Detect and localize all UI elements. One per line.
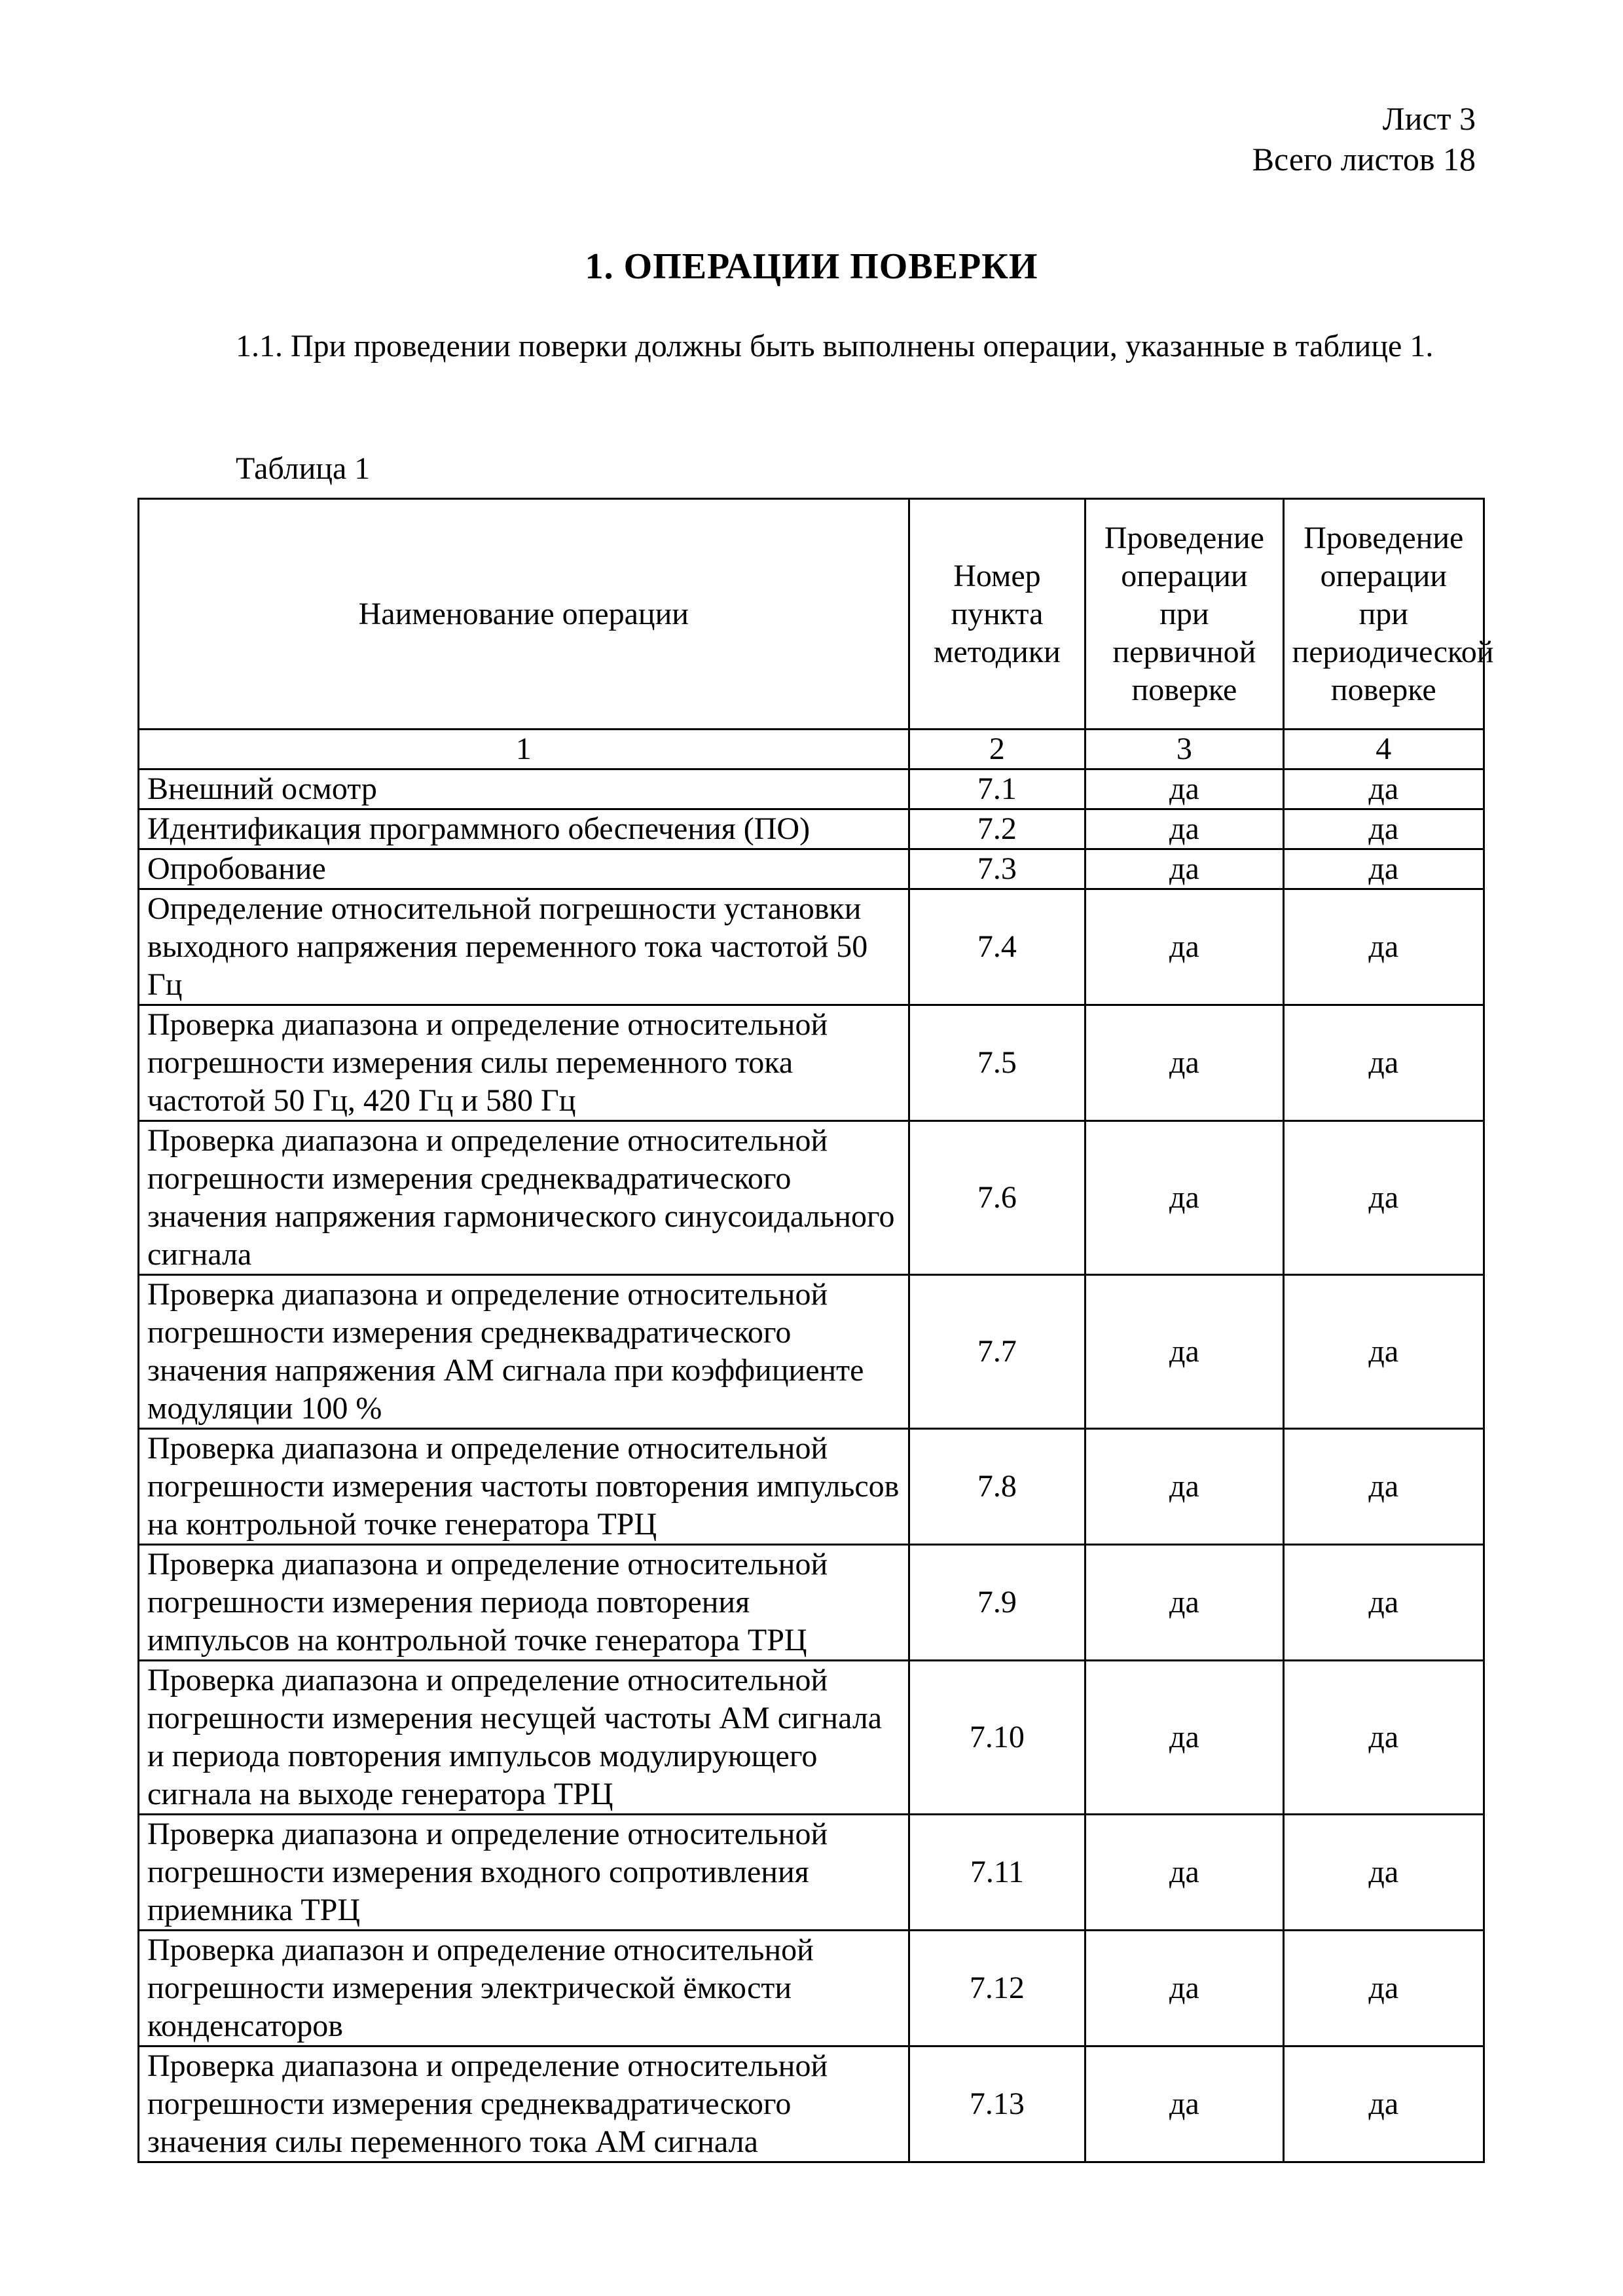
item-number: 7.9 (909, 1545, 1085, 1661)
sheet-number: Лист 3 (1382, 100, 1476, 137)
item-number: 7.12 (909, 1931, 1085, 2046)
initial-verification-value: да (1085, 1545, 1283, 1661)
operation-name: Определение относительной погрешности установки выходного напряжения переменного тока частотой 50 Гц (139, 889, 909, 1005)
intro-paragraph: 1.1. При проведении поверки должны быть выполнены операции, указанные в таблице 1. (236, 329, 1434, 363)
header-operation-name: Наименование операции (139, 499, 909, 730)
sheet-info (1252, 98, 1476, 179)
table-row (139, 849, 1484, 889)
initial-verification-value: да (1085, 849, 1283, 889)
periodic-verification-value: да (1283, 1429, 1484, 1545)
item-number: 7.13 (909, 2046, 1085, 2162)
operation-name: Проверка диапазона и определение относительной погрешности измерения периода повторения импульсов на контрольной точке генератора ТРЦ (139, 1545, 909, 1661)
column-number-row (139, 730, 1484, 769)
header-initial-verification: Проведение операции при первичной поверке (1085, 499, 1283, 730)
operation-name: Проверка диапазона и определение относительной погрешности измерения среднеквадратического значения напряжения АМ сигнала при коэффициенте модуляции 100 % (139, 1275, 909, 1429)
periodic-verification-value: да (1283, 1545, 1484, 1661)
column-number: 4 (1283, 730, 1484, 769)
initial-verification-value: да (1085, 889, 1283, 1005)
periodic-verification-value: да (1283, 1121, 1484, 1275)
table-row (139, 1275, 1484, 1429)
table-row (139, 1005, 1484, 1121)
periodic-verification-value: да (1283, 809, 1484, 849)
periodic-verification-value: да (1283, 1931, 1484, 2046)
initial-verification-value: да (1085, 1661, 1283, 1815)
section-title: 1. ОПЕРАЦИИ ПОВЕРКИ (585, 246, 1038, 287)
operations-table (137, 498, 1494, 2163)
column-number: 2 (909, 730, 1085, 769)
table-row (139, 1429, 1484, 1545)
table-body (139, 769, 1484, 2162)
operation-name: Проверка диапазона и определение относительной погрешности измерения несущей частоты АМ сигнала и периода повторения импульсов модулирующего сигнала на выходе генератора ТРЦ (139, 1661, 909, 1815)
table-header-row (139, 499, 1484, 730)
periodic-verification-value: да (1283, 1005, 1484, 1121)
table-row (139, 1545, 1484, 1661)
operation-name: Проверка диапазона и определение относительной погрешности измерения силы переменного тока частотой 50 Гц, 420 Гц и 580 Гц (139, 1005, 909, 1121)
initial-verification-value: да (1085, 809, 1283, 849)
periodic-verification-value: да (1283, 769, 1484, 809)
item-number: 7.10 (909, 1661, 1085, 1815)
initial-verification-value: да (1085, 1121, 1283, 1275)
operation-name: Проверка диапазон и определение относительной погрешности измерения электрической ёмкости конденсаторов (139, 1931, 909, 2046)
item-number: 7.5 (909, 1005, 1085, 1121)
table-row (139, 1661, 1484, 1815)
periodic-verification-value: да (1283, 1661, 1484, 1815)
operation-name: Проверка диапазона и определение относительной погрешности измерения частоты повторения импульсов на контрольной точке генератора ТРЦ (139, 1429, 909, 1545)
initial-verification-value: да (1085, 1005, 1283, 1121)
operation-name: Внешний осмотр (139, 769, 909, 809)
item-number: 7.6 (909, 1121, 1085, 1275)
table-row (139, 809, 1484, 849)
periodic-verification-value: да (1283, 1275, 1484, 1429)
table-row (139, 2046, 1484, 2162)
initial-verification-value: да (1085, 769, 1283, 809)
operation-name: Опробование (139, 849, 909, 889)
item-number: 7.4 (909, 889, 1085, 1005)
operation-name: Проверка диапазона и определение относительной погрешности измерения входного сопротивления приемника ТРЦ (139, 1815, 909, 1931)
periodic-verification-value: да (1283, 889, 1484, 1005)
periodic-verification-value: да (1283, 1815, 1484, 1931)
initial-verification-value: да (1085, 1815, 1283, 1931)
operation-name: Проверка диапазона и определение относительной погрешности измерения среднеквадратического значения напряжения гармонического синусоидального сигнала (139, 1121, 909, 1275)
operation-name: Проверка диапазона и определение относительной погрешности измерения среднеквадратического значения силы переменного тока АМ сигнала (139, 2046, 909, 2162)
initial-verification-value: да (1085, 2046, 1283, 2162)
periodic-verification-value: да (1283, 2046, 1484, 2162)
column-number: 3 (1085, 730, 1283, 769)
column-number: 1 (139, 730, 909, 769)
initial-verification-value: да (1085, 1275, 1283, 1429)
item-number: 7.8 (909, 1429, 1085, 1545)
initial-verification-value: да (1085, 1931, 1283, 2046)
item-number: 7.2 (909, 809, 1085, 849)
table-row (139, 1815, 1484, 1931)
table-row (139, 769, 1484, 809)
initial-verification-value: да (1085, 1429, 1283, 1545)
total-sheets: Всего листов 18 (1252, 141, 1476, 177)
table-row (139, 1121, 1484, 1275)
operation-name: Идентификация программного обеспечения (ПО) (139, 809, 909, 849)
table-row (139, 1931, 1484, 2046)
header-periodic-verification: Проведение операции при периодической поверке (1283, 499, 1484, 730)
item-number: 7.11 (909, 1815, 1085, 1931)
table-row (139, 889, 1484, 1005)
item-number: 7.1 (909, 769, 1085, 809)
header-method-item-number: Номер пункта методики (909, 499, 1085, 730)
table-caption: Таблица 1 (236, 451, 371, 486)
periodic-verification-value: да (1283, 849, 1484, 889)
item-number: 7.7 (909, 1275, 1085, 1429)
item-number: 7.3 (909, 849, 1085, 889)
